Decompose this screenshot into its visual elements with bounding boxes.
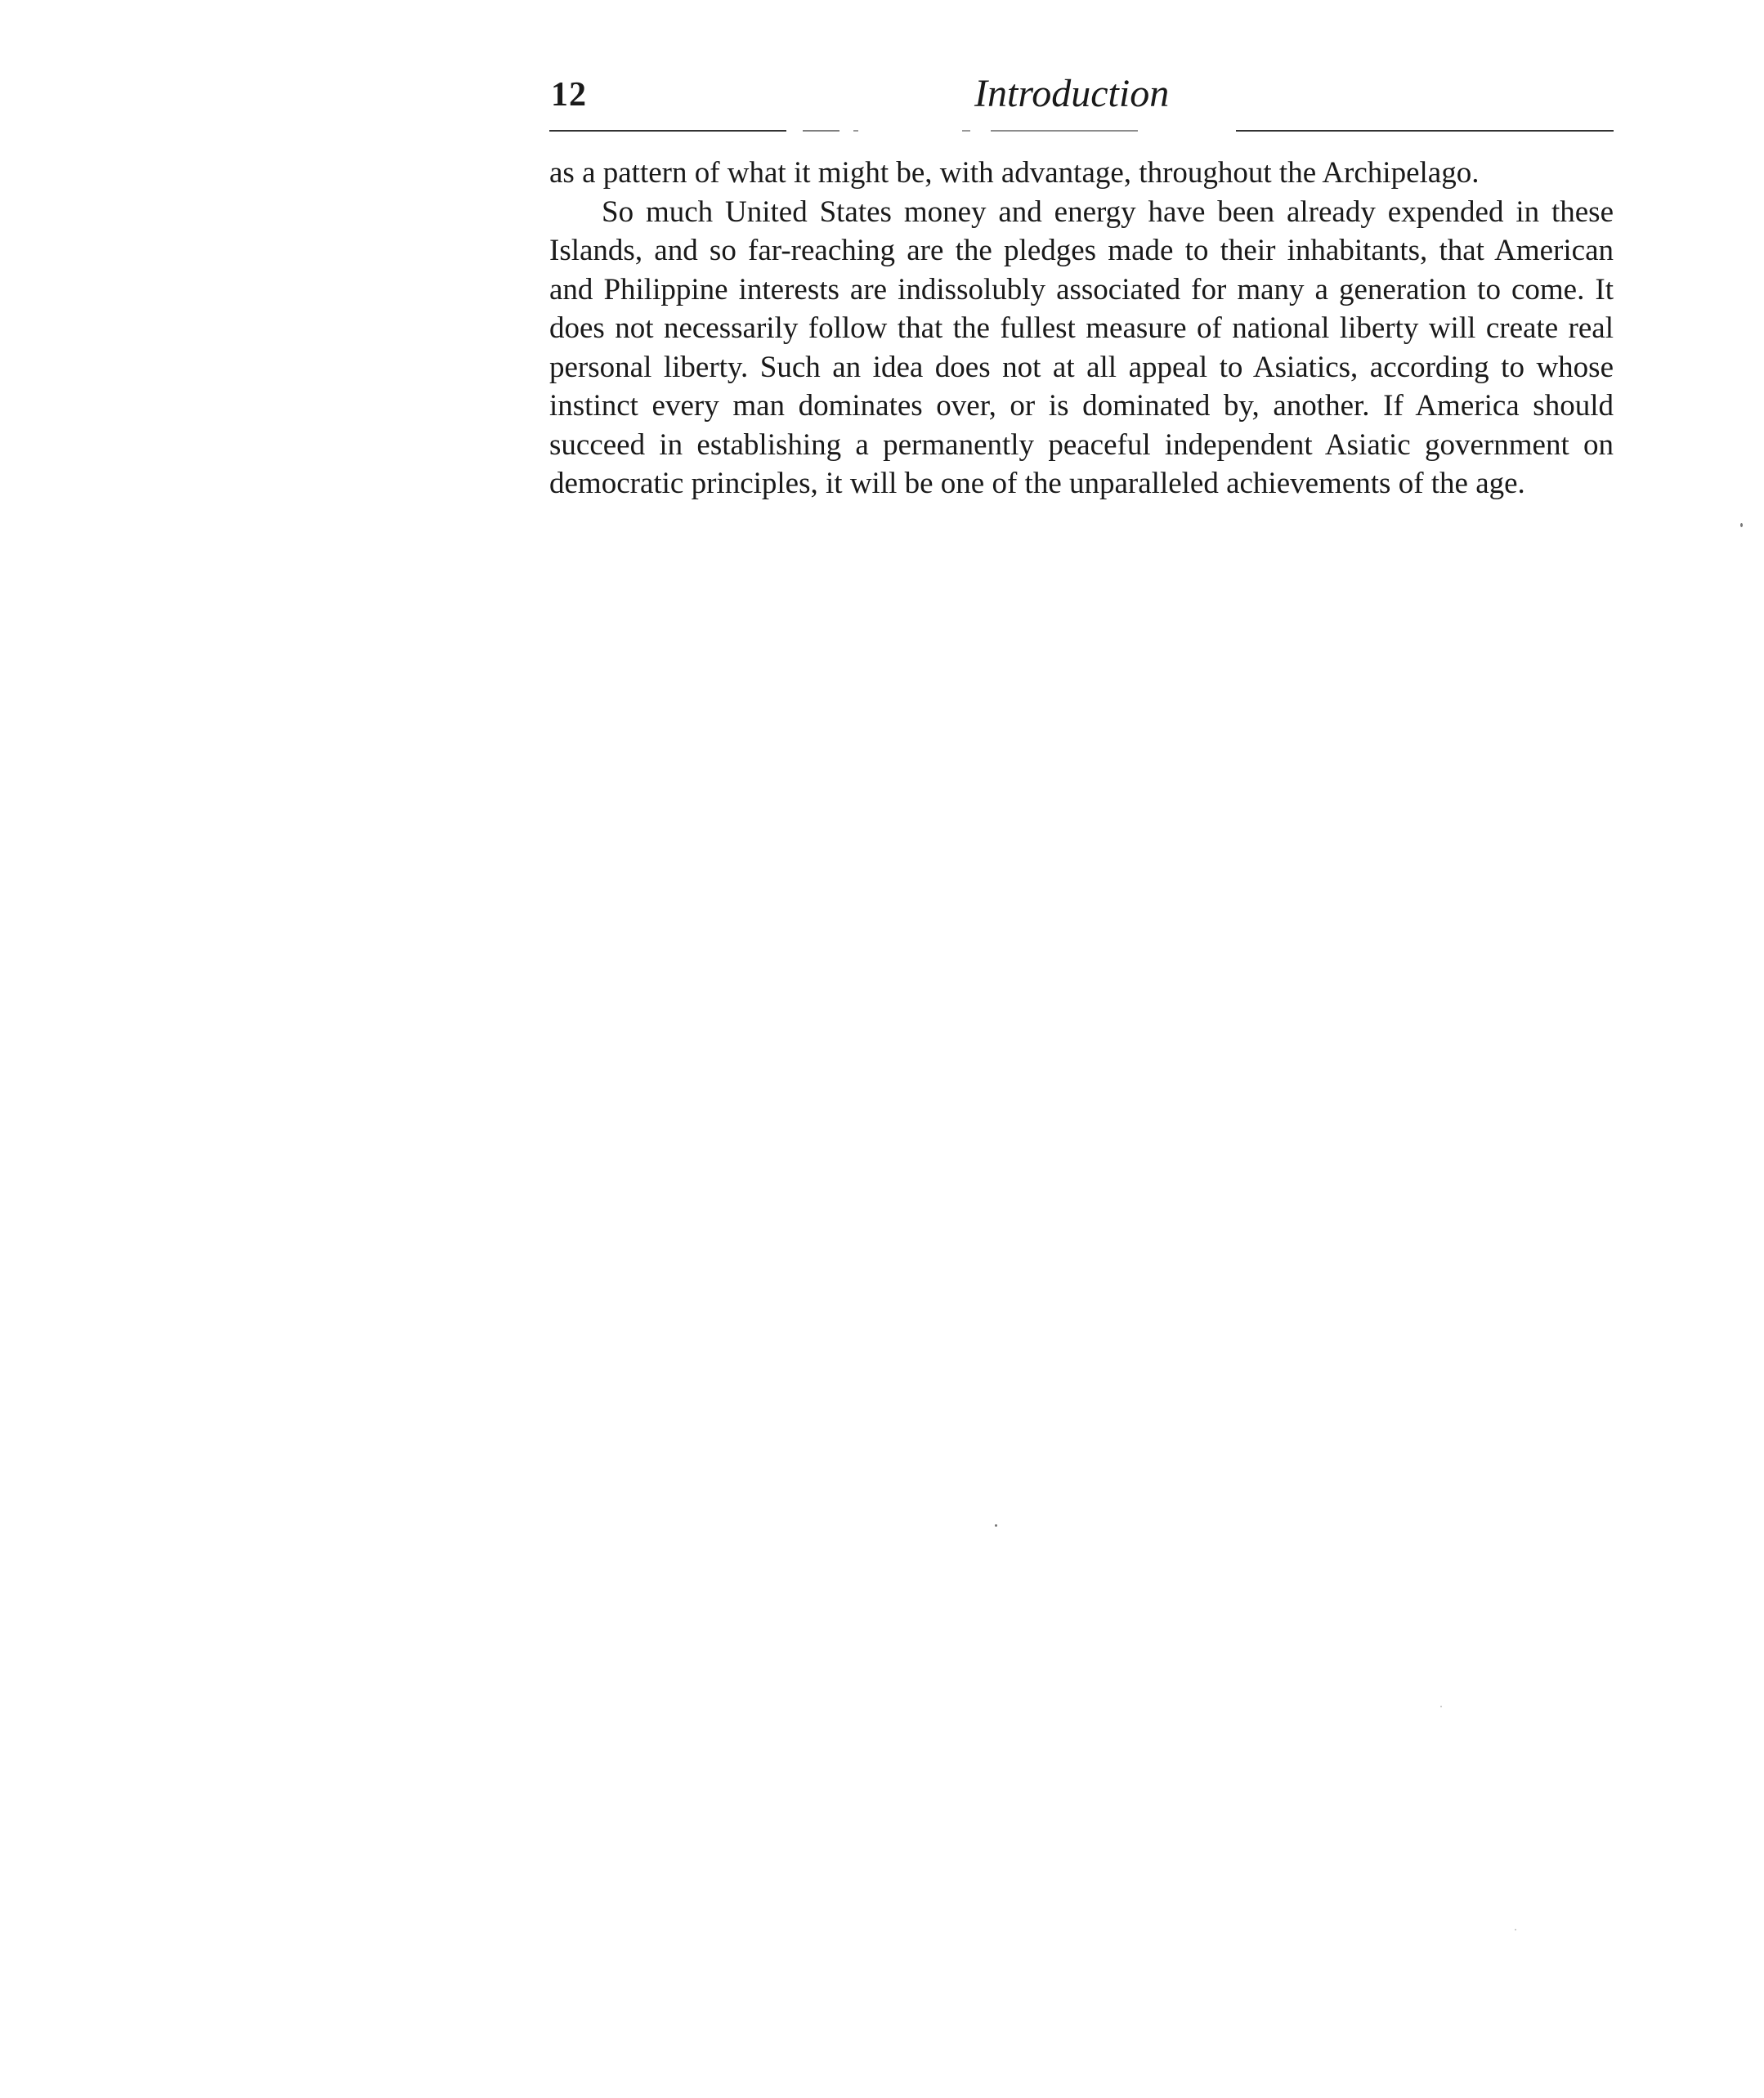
scan-speck [1740, 523, 1743, 527]
page-number: 12 [551, 76, 587, 114]
running-title: Introduction [974, 72, 1170, 115]
page-header [549, 67, 1614, 124]
body-text [549, 154, 1614, 503]
paragraph-continuation: as a pattern of what it might be, with advantage, throughout the Archipelago. [549, 156, 1480, 190]
paragraph-main: So much United States money and energy have been already expended in these Islands, and so far-reaching are the pledges made to their inhabitants, that American and Philippine interests are indissolubly associated for many a generation to come. It does not necessarily follow that the fullest measure of national liberty will create real personal liberty. Such an idea does not at all appeal to Asiatics, according to whose instinct every man dominates over, or is dominated by, another. If America should succeed in establishing a permanently peaceful independent Asiatic government on democratic principles, it will be one of the unparalleled achievements of the age. [549, 195, 1614, 500]
scan-speck [995, 1524, 997, 1527]
scan-speck [1515, 1929, 1516, 1930]
header-rule [549, 128, 1614, 133]
scan-speck [1440, 1706, 1442, 1707]
